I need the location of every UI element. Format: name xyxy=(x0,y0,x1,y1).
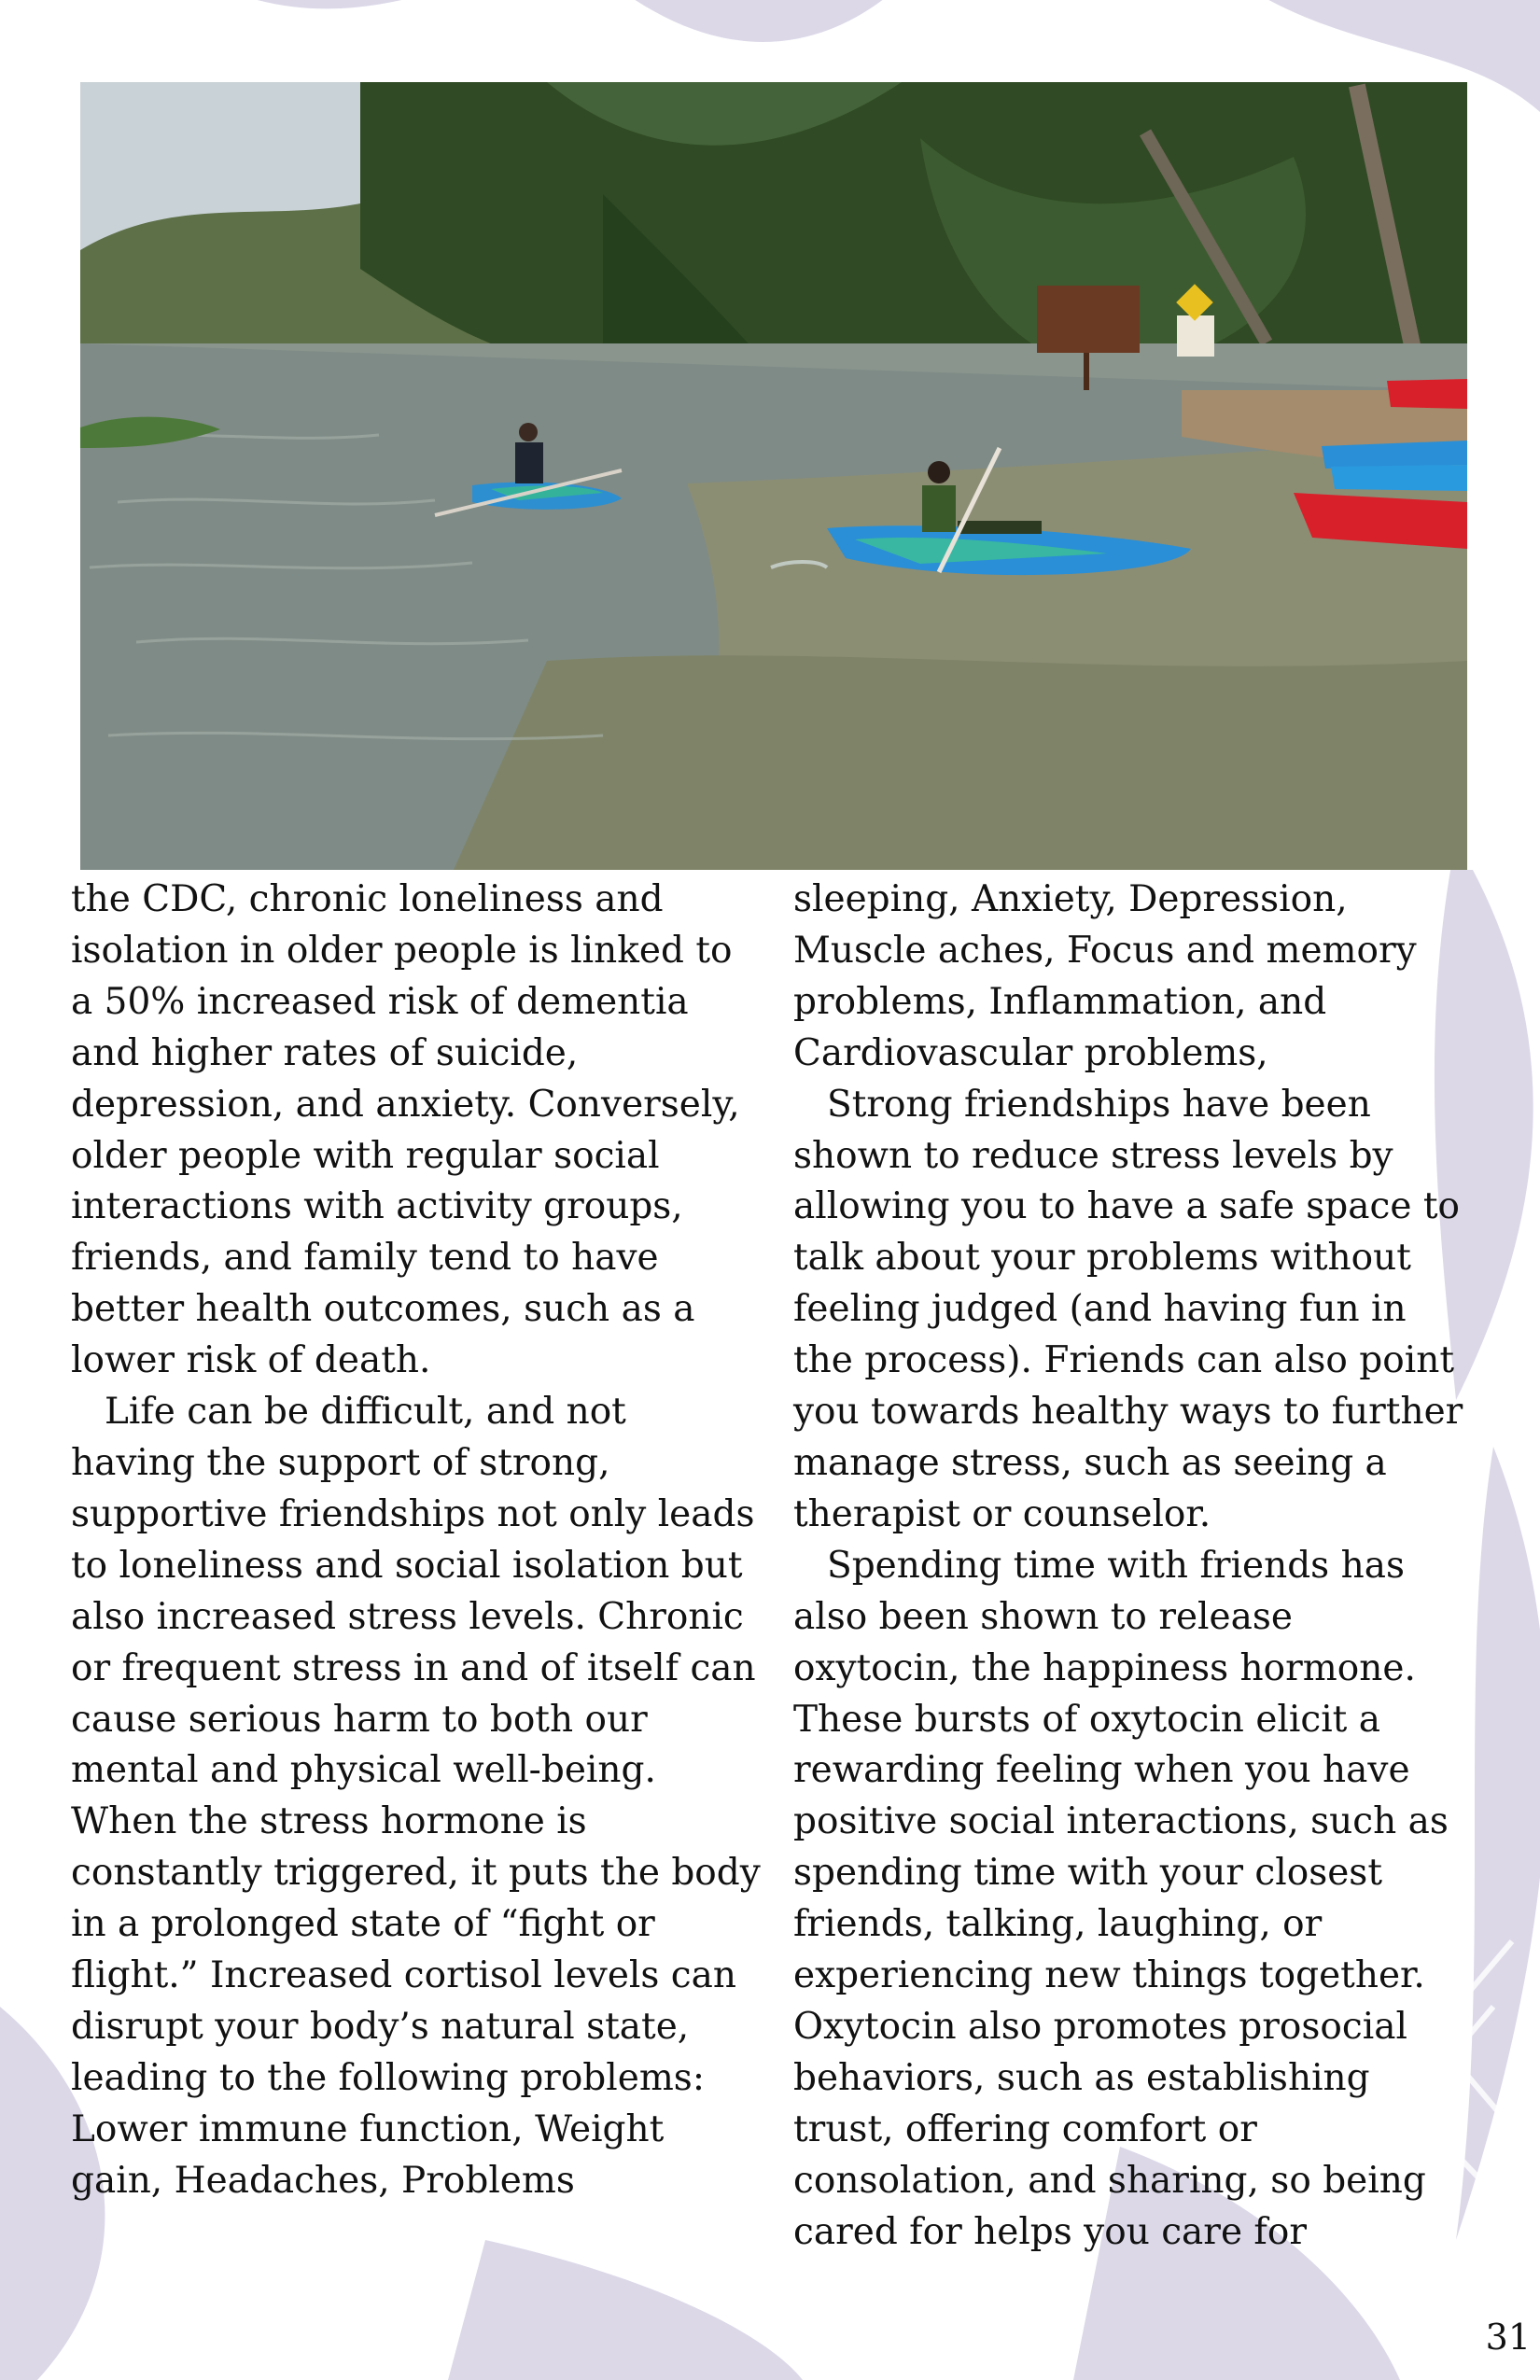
left-column xyxy=(71,875,762,2207)
page-number: 31 xyxy=(1485,2317,1531,2358)
right-paragraph-1: sleeping, Anxiety, Depression, Muscle aches, Focus and memory problems, Inflammation, and Cardiovascular problems, xyxy=(793,878,1417,1074)
photo-frame xyxy=(67,75,1475,870)
right-paragraph-2: Strong friendships have been shown to reduce stress levels by allowing you to have a safe space to talk about your problems without feeling judged (and having fun in the process). Friends can also point you towards healthy ways to further manage stress, such as seeing a therapist or counselor. xyxy=(793,1083,1463,1535)
right-column xyxy=(793,875,1465,2258)
left-paragraph-2: Life can be difficult, and not having the support of strong, supportive friendships not only leads to loneliness and social isolation but also increased stress levels. Chronic or frequent stress in and of itself can cause serious harm to both our mental and physical well-being. When the stress hormone is constantly triggered, it puts the body in a prolonged state of “fight or flight.” Increased cortisol levels can disrupt your body’s natural state, leading to the following problems: Lower immune function, Weight gain, Headaches, Problems xyxy=(71,1391,761,2202)
left-paragraph-1: the CDC, chronic loneliness and isolation in older people is linked to a 50% increased risk of dementia and higher rates of suicide, depression, and anxiety. Conversely, older people with regular social interactions with activity groups, friends, and family tend to have better health outcomes, such as a lower risk of death. xyxy=(71,878,740,1382)
kayak-photo xyxy=(80,82,1467,870)
right-paragraph-3: Spending time with friends has also been shown to release oxytocin, the happiness hormone. These bursts of oxytocin elicit a rewarding feeling when you have positive social interactions, such as spending time with your closest friends, talking, laughing, or experiencing new things together. Oxytocin also promotes prosocial behaviors, such as establishing trust, offering comfort or consolation, and sharing, so being cared for helps you care for xyxy=(793,1544,1449,2253)
